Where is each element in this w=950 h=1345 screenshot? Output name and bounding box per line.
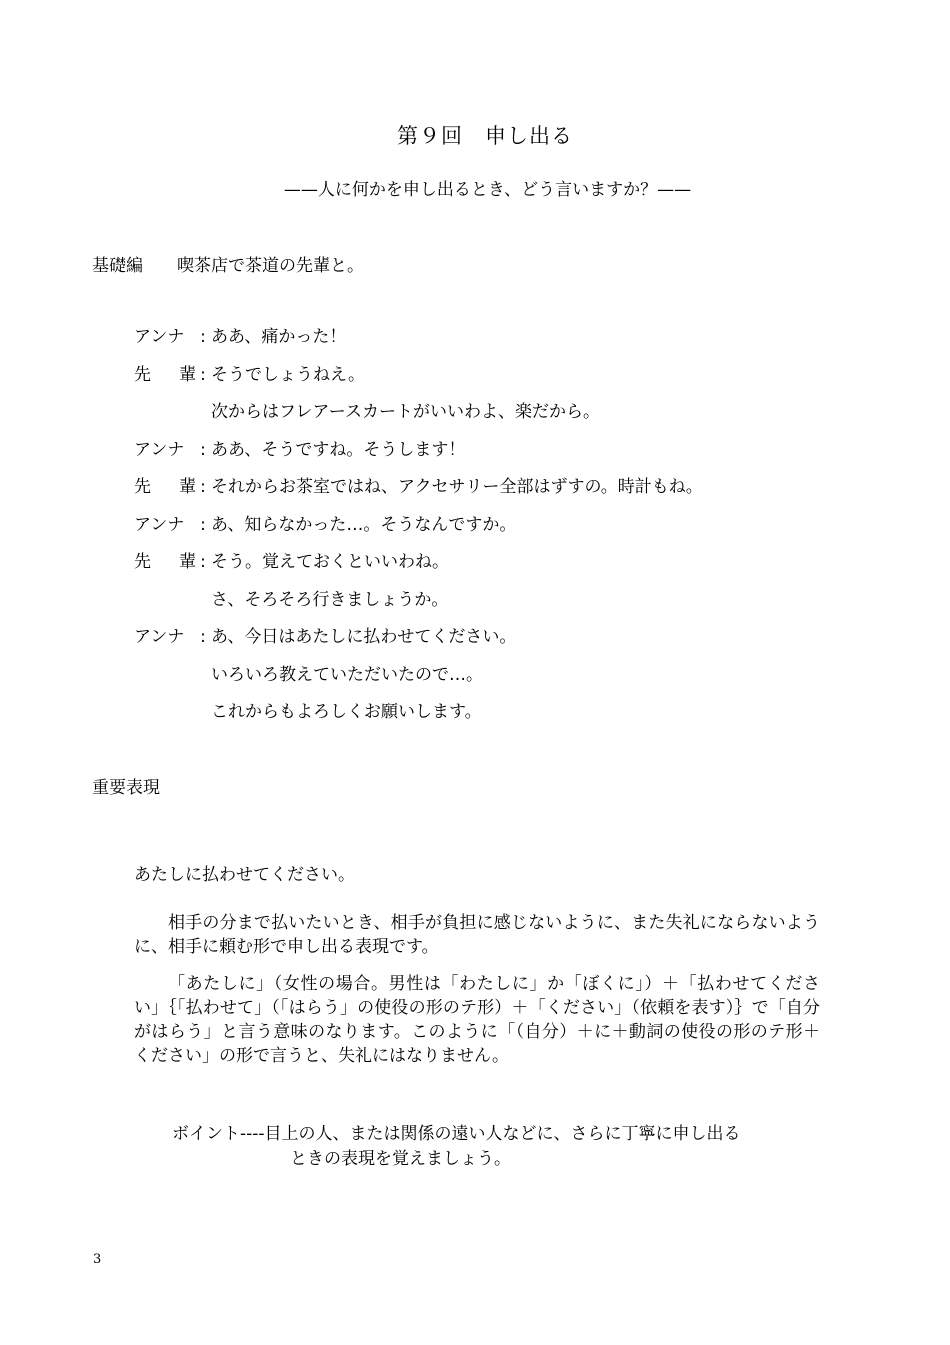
speaker-name: 先 輩 [134, 552, 196, 572]
dialogue [134, 324, 834, 737]
dialogue-line [134, 699, 834, 737]
speech-text: いろいろ教えていただいたので…。 [211, 664, 483, 685]
point-note [172, 1122, 822, 1172]
basic-section-label: 基礎編 喫茶店で茶道の先輩と。 [92, 256, 364, 276]
speaker-colon: : [200, 439, 206, 460]
speech-text: それからお茶室ではね、アクセサリー全部はずすの。時計もね。 [211, 477, 703, 497]
dialogue-line [134, 437, 834, 475]
dialogue-line [134, 549, 834, 587]
speaker-name: アンナ [134, 327, 185, 347]
speaker-colon: : [200, 327, 206, 347]
speech-text: さ、そろそろ行きましょうか。 [211, 589, 449, 610]
speech-text: これからもよろしくお願いします。 [211, 702, 482, 722]
dialogue-line [134, 324, 834, 362]
dialogue-line [134, 474, 834, 512]
dialogue-line [134, 362, 834, 400]
page-number: 3 [93, 1252, 102, 1267]
lesson-title: 第９回 申し出る [397, 124, 573, 148]
explanation-paragraph-2: 「あたしに」（女性の場合。男性は「わたしに」か「ぼくに」）＋「払わせてください」｛「払わせて」（「はらう」の使役の形のテ形）＋「ください」（依頼を表す）｝で「自分がはらう」と言う意味のなります。このように「（自分）＋に＋動詞の使役の形のテ形＋ください」の形で言うと、失礼にはなりません。 [134, 974, 820, 1066]
speaker-name: アンナ [134, 514, 185, 535]
speaker-colon: : [200, 364, 206, 385]
speech-text: 次からはフレアースカートがいいわよ、楽だから。 [211, 402, 600, 422]
key-expression: あたしに払わせてください。 [134, 865, 355, 885]
speech-text: そう。覚えておくといいわね。 [211, 552, 449, 572]
speaker-name: 先 輩 [134, 364, 196, 385]
dialogue-line [134, 512, 834, 550]
dialogue-line [134, 587, 834, 625]
speaker-colon: : [200, 514, 206, 535]
lesson-subtitle: ——人に何かを申し出るとき、どう言いますか？—— [283, 180, 692, 200]
speaker-name: アンナ [134, 627, 185, 647]
explanation-paragraph-1: 相手の分まで払いたいとき、相手が負担に感じないように、また失礼にならないように、相手に頼む形で申し出る表現です。 [134, 913, 820, 957]
speech-text: あ、今日はあたしに払わせてください。 [211, 627, 517, 647]
dialogue-line [134, 399, 834, 437]
dialogue-line [134, 624, 834, 662]
speaker-colon: : [200, 552, 206, 572]
speech-text: そうでしょうねえ。 [211, 364, 366, 385]
point-label: ボイント---- [172, 1124, 265, 1144]
point-text-line-1: 目上の人、または関係の遠い人などに、さらに丁寧に申し出る [264, 1124, 741, 1144]
speaker-name: 先 輩 [134, 477, 196, 497]
speech-text: ああ、痛かった！ [211, 327, 347, 347]
speech-text: ああ、そうですね。そうします！ [211, 439, 466, 460]
speaker-name: アンナ [134, 439, 185, 460]
speech-text: あ、知らなかった…。そうなんですか。 [211, 514, 517, 535]
dialogue-line [134, 662, 834, 700]
important-expression-heading: 重要表現 [92, 778, 160, 798]
speaker-colon: : [200, 627, 206, 647]
point-text-line-2: ときの表現を覚えましょう。 [290, 1149, 511, 1169]
speaker-colon: : [200, 477, 206, 497]
